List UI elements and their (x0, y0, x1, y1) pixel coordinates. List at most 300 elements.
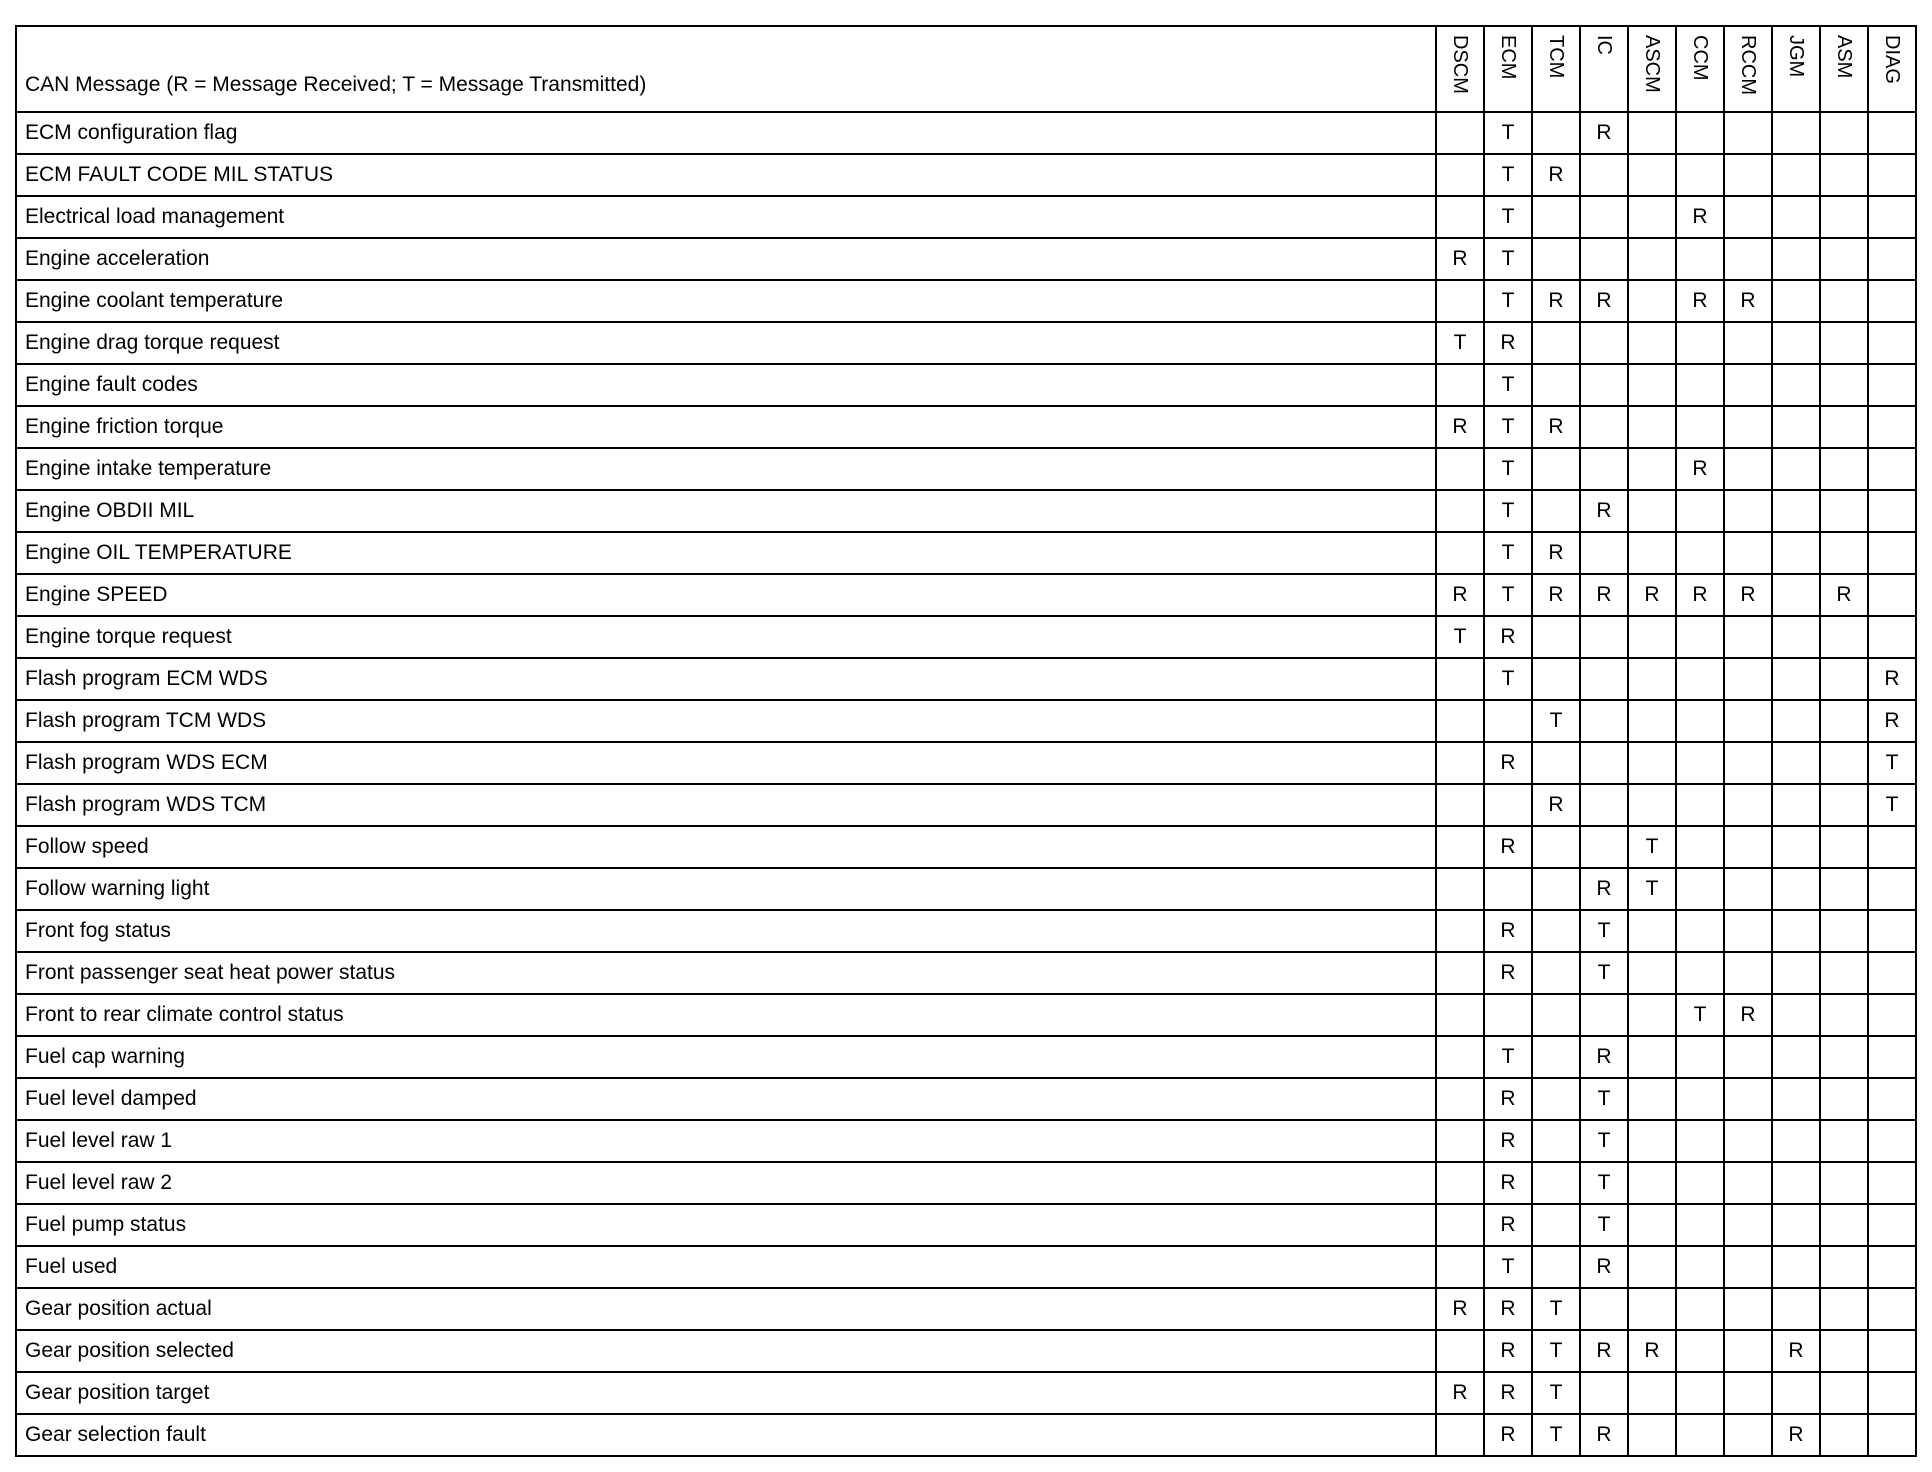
flag-cell-diag (1868, 1414, 1916, 1456)
flag-cell-rccm (1724, 952, 1772, 994)
table-row (16, 238, 1916, 280)
flag-cell-ecm: R (1484, 1288, 1532, 1330)
flag-cell-ascm (1628, 1204, 1676, 1246)
flag-cell-jgm (1772, 448, 1820, 490)
flag-cell-asm (1820, 1414, 1868, 1456)
flag-cell-jgm (1772, 1120, 1820, 1162)
table-row (16, 658, 1916, 700)
flag-cell-rccm (1724, 700, 1772, 742)
flag-cell-ascm (1628, 406, 1676, 448)
flag-cell-rccm: R (1724, 994, 1772, 1036)
flag-cell-dscm (1436, 1120, 1484, 1162)
flag-cell-jgm (1772, 1204, 1820, 1246)
flag-cell-diag: T (1868, 784, 1916, 826)
flag-cell-ic (1580, 994, 1628, 1036)
flag-cell-rccm (1724, 532, 1772, 574)
flag-cell-dscm: T (1436, 322, 1484, 364)
flag-cell-ascm (1628, 154, 1676, 196)
module-label: TCM (1545, 35, 1567, 79)
message-name-cell: Follow warning light (16, 868, 1436, 910)
message-name-cell: Engine friction torque (16, 406, 1436, 448)
flag-cell-ic: R (1580, 868, 1628, 910)
flag-cell-ascm (1628, 196, 1676, 238)
flag-cell-rccm (1724, 196, 1772, 238)
flag-cell-dscm (1436, 1036, 1484, 1078)
flag-cell-ecm: T (1484, 154, 1532, 196)
flag-cell-tcm: R (1532, 784, 1580, 826)
flag-cell-jgm (1772, 364, 1820, 406)
flag-cell-rccm: R (1724, 280, 1772, 322)
flag-cell-diag (1868, 1036, 1916, 1078)
table-row (16, 742, 1916, 784)
flag-cell-rccm (1724, 1120, 1772, 1162)
flag-cell-ccm: T (1676, 994, 1724, 1036)
flag-cell-asm (1820, 154, 1868, 196)
table-row (16, 1372, 1916, 1414)
flag-cell-ascm (1628, 1036, 1676, 1078)
flag-cell-ic (1580, 742, 1628, 784)
flag-cell-ecm: R (1484, 1204, 1532, 1246)
flag-cell-ecm: R (1484, 322, 1532, 364)
module-label: RCCM (1737, 35, 1759, 95)
flag-cell-ic (1580, 1372, 1628, 1414)
message-name-cell: Gear selection fault (16, 1414, 1436, 1456)
flag-cell-ascm (1628, 784, 1676, 826)
flag-cell-dscm (1436, 700, 1484, 742)
flag-cell-ic (1580, 406, 1628, 448)
flag-cell-jgm (1772, 742, 1820, 784)
flag-cell-jgm (1772, 1162, 1820, 1204)
flag-cell-tcm (1532, 910, 1580, 952)
flag-cell-diag (1868, 574, 1916, 616)
flag-cell-asm (1820, 280, 1868, 322)
flag-cell-ascm: R (1628, 574, 1676, 616)
flag-cell-ecm: T (1484, 1246, 1532, 1288)
flag-cell-ecm: T (1484, 196, 1532, 238)
flag-cell-ascm: T (1628, 826, 1676, 868)
flag-cell-ascm (1628, 994, 1676, 1036)
flag-cell-dscm (1436, 784, 1484, 826)
message-name-cell: Front fog status (16, 910, 1436, 952)
message-name-cell: Electrical load management (16, 196, 1436, 238)
message-name-cell: Follow speed (16, 826, 1436, 868)
message-name-cell: Fuel used (16, 1246, 1436, 1288)
flag-cell-ic: T (1580, 1120, 1628, 1162)
flag-cell-jgm (1772, 1372, 1820, 1414)
table-row (16, 574, 1916, 616)
flag-cell-rccm (1724, 1036, 1772, 1078)
flag-cell-dscm (1436, 742, 1484, 784)
table-row (16, 1078, 1916, 1120)
flag-cell-ic (1580, 700, 1628, 742)
flag-cell-ic: R (1580, 280, 1628, 322)
flag-cell-ccm (1676, 490, 1724, 532)
table-row (16, 112, 1916, 154)
table-row (16, 490, 1916, 532)
flag-cell-jgm (1772, 196, 1820, 238)
flag-cell-tcm (1532, 952, 1580, 994)
flag-cell-dscm: R (1436, 1372, 1484, 1414)
flag-cell-tcm (1532, 742, 1580, 784)
flag-cell-ccm (1676, 658, 1724, 700)
flag-cell-ic (1580, 238, 1628, 280)
flag-cell-diag (1868, 1330, 1916, 1372)
flag-cell-diag (1868, 322, 1916, 364)
flag-cell-ic: R (1580, 1246, 1628, 1288)
flag-cell-dscm (1436, 1330, 1484, 1372)
flag-cell-jgm (1772, 154, 1820, 196)
message-name-cell: Flash program TCM WDS (16, 700, 1436, 742)
flag-cell-jgm (1772, 910, 1820, 952)
table-row (16, 364, 1916, 406)
flag-cell-ic: T (1580, 952, 1628, 994)
flag-cell-ccm (1676, 1414, 1724, 1456)
flag-cell-ic: R (1580, 490, 1628, 532)
flag-cell-ic (1580, 658, 1628, 700)
flag-cell-rccm (1724, 1288, 1772, 1330)
flag-cell-jgm (1772, 994, 1820, 1036)
flag-cell-ecm: R (1484, 1120, 1532, 1162)
flag-cell-ccm (1676, 1162, 1724, 1204)
flag-cell-ccm (1676, 616, 1724, 658)
flag-cell-ecm: T (1484, 112, 1532, 154)
flag-cell-ascm (1628, 322, 1676, 364)
flag-cell-ecm: R (1484, 910, 1532, 952)
flag-cell-ic (1580, 532, 1628, 574)
flag-cell-diag (1868, 616, 1916, 658)
flag-cell-diag (1868, 280, 1916, 322)
flag-cell-dscm (1436, 868, 1484, 910)
flag-cell-rccm (1724, 448, 1772, 490)
message-name-cell: Fuel level damped (16, 1078, 1436, 1120)
flag-cell-asm (1820, 1036, 1868, 1078)
flag-cell-ascm (1628, 1414, 1676, 1456)
flag-cell-jgm (1772, 616, 1820, 658)
module-column-header-ecm (1484, 26, 1532, 112)
flag-cell-dscm (1436, 196, 1484, 238)
module-label: DIAG (1881, 35, 1903, 84)
flag-cell-ic (1580, 196, 1628, 238)
message-name-cell: Engine SPEED (16, 574, 1436, 616)
flag-cell-tcm (1532, 238, 1580, 280)
flag-cell-rccm (1724, 1372, 1772, 1414)
flag-cell-tcm (1532, 1246, 1580, 1288)
module-label: CCM (1689, 35, 1711, 81)
table-row (16, 910, 1916, 952)
module-column-header-ccm (1676, 26, 1724, 112)
message-name-cell: Fuel level raw 2 (16, 1162, 1436, 1204)
flag-cell-asm: R (1820, 574, 1868, 616)
flag-cell-tcm (1532, 658, 1580, 700)
flag-cell-ic: R (1580, 112, 1628, 154)
table-header-row (16, 26, 1916, 112)
flag-cell-dscm (1436, 826, 1484, 868)
message-name-cell: ECM configuration flag (16, 112, 1436, 154)
flag-cell-asm (1820, 868, 1868, 910)
flag-cell-ascm (1628, 1372, 1676, 1414)
message-name-cell: Gear position target (16, 1372, 1436, 1414)
flag-cell-tcm (1532, 322, 1580, 364)
flag-cell-ccm: R (1676, 196, 1724, 238)
flag-cell-jgm (1772, 322, 1820, 364)
flag-cell-tcm (1532, 826, 1580, 868)
flag-cell-asm (1820, 490, 1868, 532)
flag-cell-ecm: T (1484, 280, 1532, 322)
flag-cell-ic: R (1580, 1414, 1628, 1456)
table-body (16, 112, 1916, 1456)
table-row (16, 1246, 1916, 1288)
flag-cell-rccm (1724, 1078, 1772, 1120)
flag-cell-diag (1868, 490, 1916, 532)
flag-cell-ic (1580, 616, 1628, 658)
flag-cell-asm (1820, 238, 1868, 280)
module-label: JGM (1785, 35, 1807, 78)
flag-cell-ccm (1676, 322, 1724, 364)
message-name-cell: Engine fault codes (16, 364, 1436, 406)
flag-cell-diag (1868, 364, 1916, 406)
flag-cell-dscm (1436, 1162, 1484, 1204)
module-column-header-rccm (1724, 26, 1772, 112)
flag-cell-ecm: T (1484, 448, 1532, 490)
flag-cell-tcm (1532, 868, 1580, 910)
flag-cell-ascm (1628, 112, 1676, 154)
message-name-cell: Engine acceleration (16, 238, 1436, 280)
flag-cell-ecm: R (1484, 1414, 1532, 1456)
flag-cell-asm (1820, 112, 1868, 154)
flag-cell-ccm (1676, 1120, 1724, 1162)
module-label: IC (1593, 35, 1615, 55)
flag-cell-tcm (1532, 1078, 1580, 1120)
flag-cell-ccm: R (1676, 574, 1724, 616)
flag-cell-ccm: R (1676, 280, 1724, 322)
flag-cell-jgm: R (1772, 1330, 1820, 1372)
flag-cell-ccm (1676, 700, 1724, 742)
flag-cell-ecm: T (1484, 1036, 1532, 1078)
flag-cell-asm (1820, 1204, 1868, 1246)
flag-cell-ccm (1676, 1204, 1724, 1246)
message-name-cell: Engine drag torque request (16, 322, 1436, 364)
flag-cell-dscm: R (1436, 238, 1484, 280)
flag-cell-ascm: R (1628, 1330, 1676, 1372)
flag-cell-jgm (1772, 952, 1820, 994)
module-label: ASCM (1641, 35, 1663, 93)
flag-cell-asm (1820, 532, 1868, 574)
flag-cell-dscm (1436, 994, 1484, 1036)
flag-cell-tcm: T (1532, 1414, 1580, 1456)
flag-cell-ascm (1628, 1288, 1676, 1330)
flag-cell-dscm (1436, 154, 1484, 196)
flag-cell-dscm: R (1436, 1288, 1484, 1330)
flag-cell-dscm (1436, 1204, 1484, 1246)
flag-cell-diag (1868, 826, 1916, 868)
flag-cell-ecm (1484, 700, 1532, 742)
flag-cell-tcm: R (1532, 406, 1580, 448)
table-row (16, 616, 1916, 658)
flag-cell-asm (1820, 910, 1868, 952)
flag-cell-dscm (1436, 1414, 1484, 1456)
flag-cell-jgm (1772, 574, 1820, 616)
flag-cell-diag (1868, 1288, 1916, 1330)
flag-cell-dscm (1436, 532, 1484, 574)
table-row (16, 1120, 1916, 1162)
flag-cell-asm (1820, 364, 1868, 406)
flag-cell-asm (1820, 1120, 1868, 1162)
flag-cell-ccm (1676, 532, 1724, 574)
flag-cell-ccm (1676, 364, 1724, 406)
flag-cell-ecm: T (1484, 364, 1532, 406)
flag-cell-ecm: R (1484, 742, 1532, 784)
message-name-cell: Fuel pump status (16, 1204, 1436, 1246)
module-column-header-jgm (1772, 26, 1820, 112)
flag-cell-ascm (1628, 1078, 1676, 1120)
flag-cell-jgm (1772, 868, 1820, 910)
flag-cell-rccm (1724, 658, 1772, 700)
flag-cell-diag (1868, 1204, 1916, 1246)
flag-cell-rccm (1724, 784, 1772, 826)
flag-cell-tcm (1532, 1120, 1580, 1162)
flag-cell-ccm (1676, 1078, 1724, 1120)
table-row (16, 994, 1916, 1036)
flag-cell-jgm (1772, 1078, 1820, 1120)
flag-cell-diag (1868, 1246, 1916, 1288)
flag-cell-diag (1868, 994, 1916, 1036)
flag-cell-rccm (1724, 322, 1772, 364)
flag-cell-diag (1868, 1120, 1916, 1162)
flag-cell-jgm: R (1772, 1414, 1820, 1456)
flag-cell-diag (1868, 406, 1916, 448)
flag-cell-ccm (1676, 784, 1724, 826)
flag-cell-ecm: R (1484, 952, 1532, 994)
flag-cell-ecm: R (1484, 1078, 1532, 1120)
flag-cell-diag (1868, 1372, 1916, 1414)
flag-cell-ccm (1676, 406, 1724, 448)
module-label: ECM (1497, 35, 1519, 80)
flag-cell-ccm (1676, 826, 1724, 868)
table-row (16, 1330, 1916, 1372)
flag-cell-jgm (1772, 1288, 1820, 1330)
flag-cell-asm (1820, 196, 1868, 238)
flag-cell-asm (1820, 742, 1868, 784)
flag-cell-ccm (1676, 1246, 1724, 1288)
flag-cell-ccm: R (1676, 448, 1724, 490)
flag-cell-ecm: R (1484, 1330, 1532, 1372)
flag-cell-tcm (1532, 112, 1580, 154)
table-row (16, 1036, 1916, 1078)
message-name-cell: Engine OBDII MIL (16, 490, 1436, 532)
flag-cell-asm (1820, 406, 1868, 448)
table-row (16, 1414, 1916, 1456)
flag-cell-dscm (1436, 112, 1484, 154)
flag-cell-ic (1580, 448, 1628, 490)
flag-cell-ic: T (1580, 1078, 1628, 1120)
flag-cell-rccm (1724, 490, 1772, 532)
flag-cell-rccm (1724, 1330, 1772, 1372)
module-column-header-ascm (1628, 26, 1676, 112)
flag-cell-asm (1820, 952, 1868, 994)
flag-cell-ic: R (1580, 1330, 1628, 1372)
flag-cell-ecm: T (1484, 532, 1532, 574)
flag-cell-dscm (1436, 910, 1484, 952)
flag-cell-ic (1580, 322, 1628, 364)
flag-cell-dscm: R (1436, 574, 1484, 616)
flag-cell-ic (1580, 154, 1628, 196)
flag-cell-ccm (1676, 952, 1724, 994)
flag-cell-tcm (1532, 364, 1580, 406)
flag-cell-diag (1868, 868, 1916, 910)
message-name-cell: Engine intake temperature (16, 448, 1436, 490)
module-label: DSCM (1449, 35, 1471, 94)
flag-cell-jgm (1772, 784, 1820, 826)
flag-cell-ascm (1628, 448, 1676, 490)
flag-cell-tcm: T (1532, 700, 1580, 742)
flag-cell-jgm (1772, 1246, 1820, 1288)
flag-cell-ccm (1676, 1036, 1724, 1078)
flag-cell-rccm (1724, 154, 1772, 196)
can-message-matrix-table (15, 25, 1917, 1457)
flag-cell-ascm (1628, 364, 1676, 406)
flag-cell-ic: R (1580, 1036, 1628, 1078)
flag-cell-rccm (1724, 868, 1772, 910)
table-row (16, 784, 1916, 826)
flag-cell-ccm (1676, 742, 1724, 784)
flag-cell-ascm (1628, 700, 1676, 742)
flag-cell-ccm (1676, 868, 1724, 910)
flag-cell-diag (1868, 196, 1916, 238)
flag-cell-dscm (1436, 1246, 1484, 1288)
flag-cell-diag: R (1868, 700, 1916, 742)
flag-cell-rccm (1724, 406, 1772, 448)
table-row (16, 1288, 1916, 1330)
flag-cell-rccm (1724, 616, 1772, 658)
flag-cell-rccm (1724, 742, 1772, 784)
module-column-header-asm (1820, 26, 1868, 112)
message-name-cell: Fuel level raw 1 (16, 1120, 1436, 1162)
flag-cell-rccm (1724, 1414, 1772, 1456)
message-name-cell: Flash program WDS TCM (16, 784, 1436, 826)
flag-cell-ascm (1628, 742, 1676, 784)
flag-cell-jgm (1772, 280, 1820, 322)
flag-cell-ascm: T (1628, 868, 1676, 910)
flag-cell-rccm (1724, 1246, 1772, 1288)
module-label: ASM (1833, 35, 1855, 79)
flag-cell-dscm (1436, 448, 1484, 490)
flag-cell-ascm (1628, 238, 1676, 280)
flag-cell-tcm (1532, 490, 1580, 532)
flag-cell-ic: T (1580, 1204, 1628, 1246)
flag-cell-asm (1820, 826, 1868, 868)
flag-cell-diag (1868, 1162, 1916, 1204)
message-column-header: CAN Message (R = Message Received; T = Message Transmitted) (16, 26, 1436, 112)
table-row (16, 196, 1916, 238)
table-row (16, 406, 1916, 448)
message-name-cell: Engine coolant temperature (16, 280, 1436, 322)
flag-cell-rccm (1724, 1204, 1772, 1246)
flag-cell-dscm: R (1436, 406, 1484, 448)
flag-cell-jgm (1772, 238, 1820, 280)
flag-cell-asm (1820, 1288, 1868, 1330)
flag-cell-jgm (1772, 826, 1820, 868)
flag-cell-ecm (1484, 868, 1532, 910)
flag-cell-ic (1580, 1288, 1628, 1330)
flag-cell-asm (1820, 448, 1868, 490)
flag-cell-ascm (1628, 952, 1676, 994)
flag-cell-asm (1820, 1372, 1868, 1414)
flag-cell-asm (1820, 616, 1868, 658)
flag-cell-jgm (1772, 658, 1820, 700)
flag-cell-diag (1868, 112, 1916, 154)
flag-cell-tcm (1532, 448, 1580, 490)
flag-cell-ecm: T (1484, 238, 1532, 280)
